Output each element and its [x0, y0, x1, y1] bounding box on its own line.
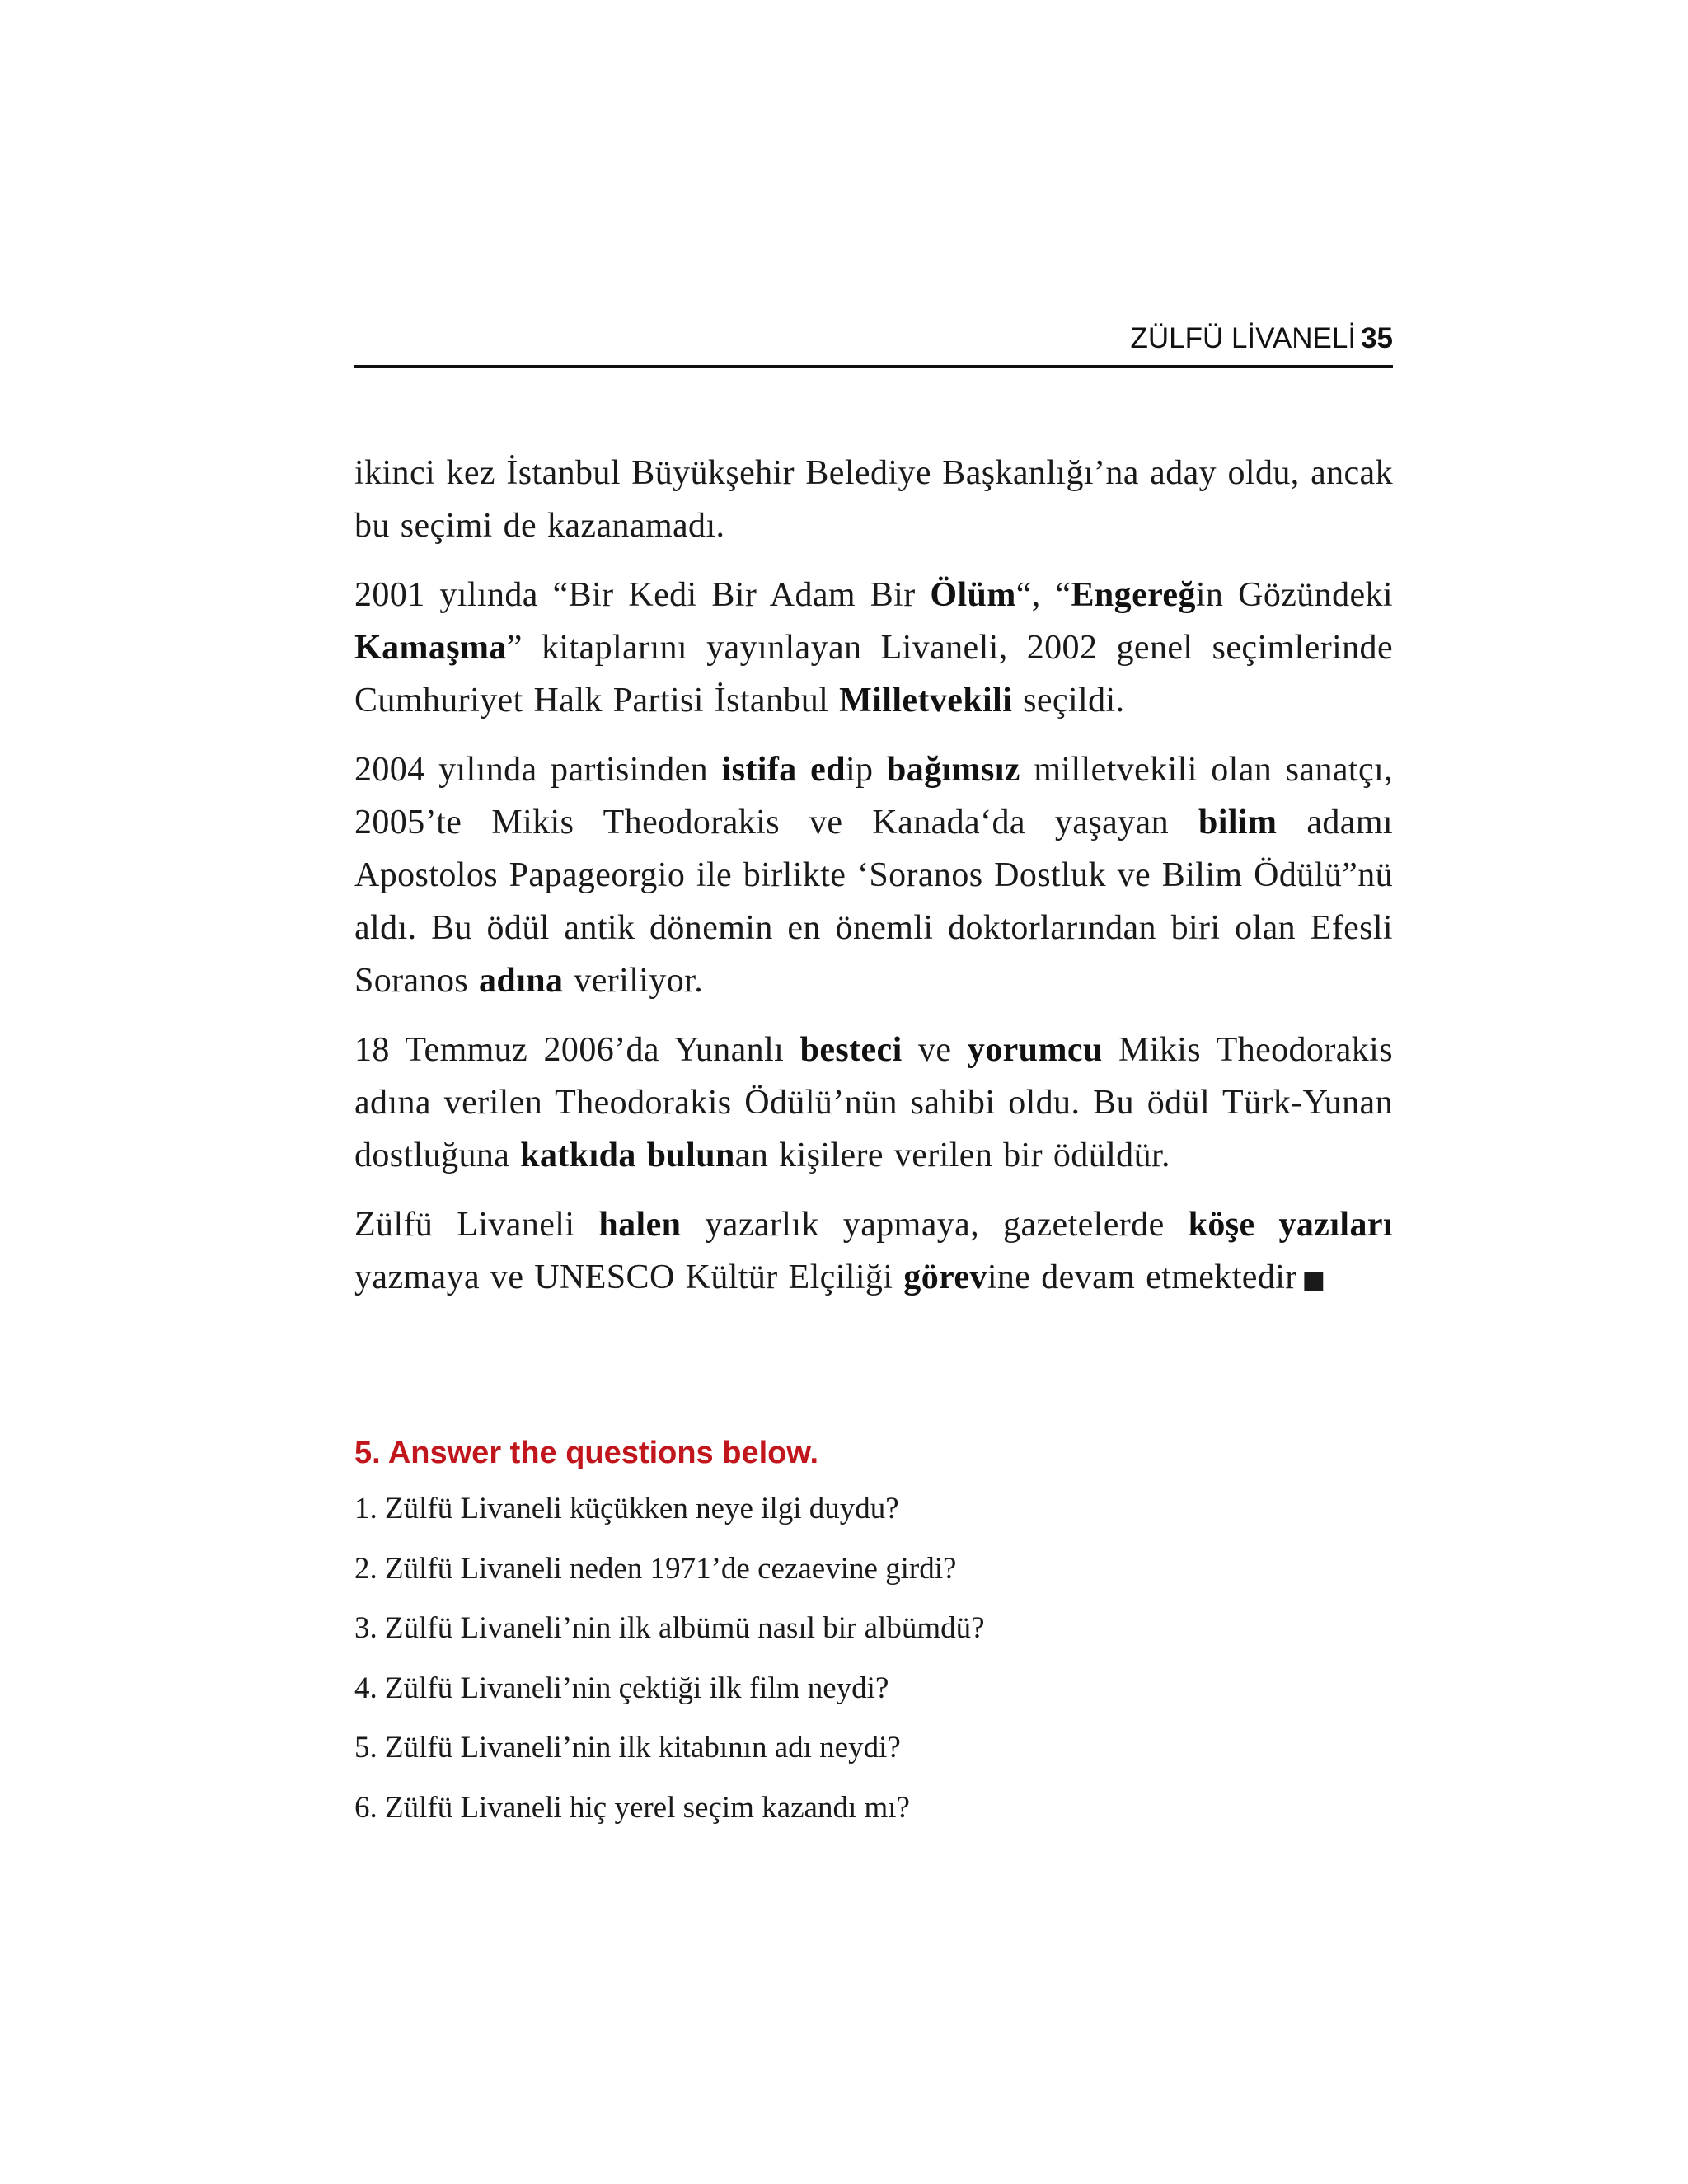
text-run: “, “: [1015, 576, 1071, 614]
paragraph: [354, 447, 1393, 552]
question-item: 6. Zülfü Livaneli hiç yerel seçim kazandı mı?: [354, 1790, 910, 1825]
exercise-title: 5. Answer the questions below.: [354, 1436, 819, 1470]
bold-term: istifa ed: [721, 751, 846, 789]
text-run: 2004 yılında partisinden: [354, 751, 722, 789]
text-run: in Gözündeki: [1195, 576, 1393, 614]
text-run: Mikis Theodorakis adına verilen Theodorakis Ödülü’nün sahibi oldu. Bu ödül Türk-Yunan dostluğuna: [354, 1031, 1393, 1174]
bold-term: Milletvekili: [839, 682, 1013, 719]
bold-term: köşe yazıları: [1188, 1206, 1393, 1244]
text-run: an kişilere verilen bir ödüldür.: [734, 1137, 1170, 1174]
paragraph: [354, 1198, 1393, 1307]
text-run: adamı Apostolos Papageorgio ile birlikte ‘Soranos Dostluk ve Bilim Ödülü”nü aldı. Bu ödül antik dönemin en önemli doktorlarından biri olan Efesli Soranos: [354, 804, 1393, 1000]
text-run: seçildi.: [1012, 682, 1125, 719]
text-run: ikinci kez İstanbul Büyükşehir Belediye Başkanlığı’na aday oldu, ancak bu seçimi de kazanamadı.: [354, 454, 1393, 545]
bold-term: yorumcu: [967, 1031, 1103, 1069]
text-run: milletvekili olan sanatçı, 2005’te Mikis Theodorakis ve Kanada‘da yaşayan: [354, 751, 1393, 841]
bold-term: besteci: [799, 1031, 903, 1069]
paragraph: [354, 569, 1393, 727]
text-run: 2001 yılında “Bir Kedi Bir Adam Bir: [354, 576, 931, 614]
text-run: yazarlık yapmaya, gazetelerde: [681, 1206, 1189, 1244]
end-mark-icon: ■: [1301, 1266, 1326, 1295]
question-item: 1. Zülfü Livaneli küçükken neye ilgi duydu?: [354, 1492, 899, 1526]
text-run: ” kitaplarını yayınlayan Livaneli, 2002 genel seçimlerinde Cumhuriyet Halk Partisi İstanbul: [354, 629, 1393, 719]
question-item: 2. Zülfü Livaneli neden 1971’de cezaevine girdi?: [354, 1551, 957, 1586]
page-header: [354, 317, 1393, 368]
bold-term: katkıda bulun: [520, 1137, 735, 1174]
running-title: ZÜLFÜ LİVANELİ: [1130, 322, 1357, 354]
text-run: Zülfü Livaneli: [354, 1206, 599, 1244]
text-run: ine devam etmektedir: [987, 1258, 1297, 1296]
page-number: 35: [1361, 322, 1393, 354]
text-run: yazmaya ve UNESCO Kültür Elçiliği: [354, 1258, 904, 1296]
question-item: 5. Zülfü Livaneli’nin ilk kitabının adı neydi?: [354, 1731, 901, 1765]
paragraph: [354, 743, 1393, 1007]
text-run: ve: [902, 1031, 968, 1069]
paragraph: [354, 1024, 1393, 1182]
bold-term: Ölüm: [930, 576, 1016, 614]
bold-term: halen: [598, 1206, 682, 1244]
bold-term: adına: [479, 962, 564, 1000]
body-text: [354, 447, 1393, 1324]
bold-term: Engereğ: [1071, 576, 1196, 614]
question-item: 3. Zülfü Livaneli’nin ilk albümü nasıl bir albümdü?: [354, 1611, 985, 1645]
bold-term: bilim: [1198, 804, 1278, 841]
bold-term: görev: [903, 1258, 987, 1296]
text-run: ip: [845, 751, 887, 789]
bold-term: bağımsız: [886, 751, 1020, 789]
question-item: 4. Zülfü Livaneli’nin çektiği ilk film neydi?: [354, 1671, 889, 1705]
question-list: [354, 1479, 1393, 1838]
text-run: veriliyor.: [563, 962, 704, 1000]
text-run: 18 Temmuz 2006’da Yunanlı: [354, 1031, 800, 1069]
bold-term: Kamaşma: [354, 629, 507, 667]
